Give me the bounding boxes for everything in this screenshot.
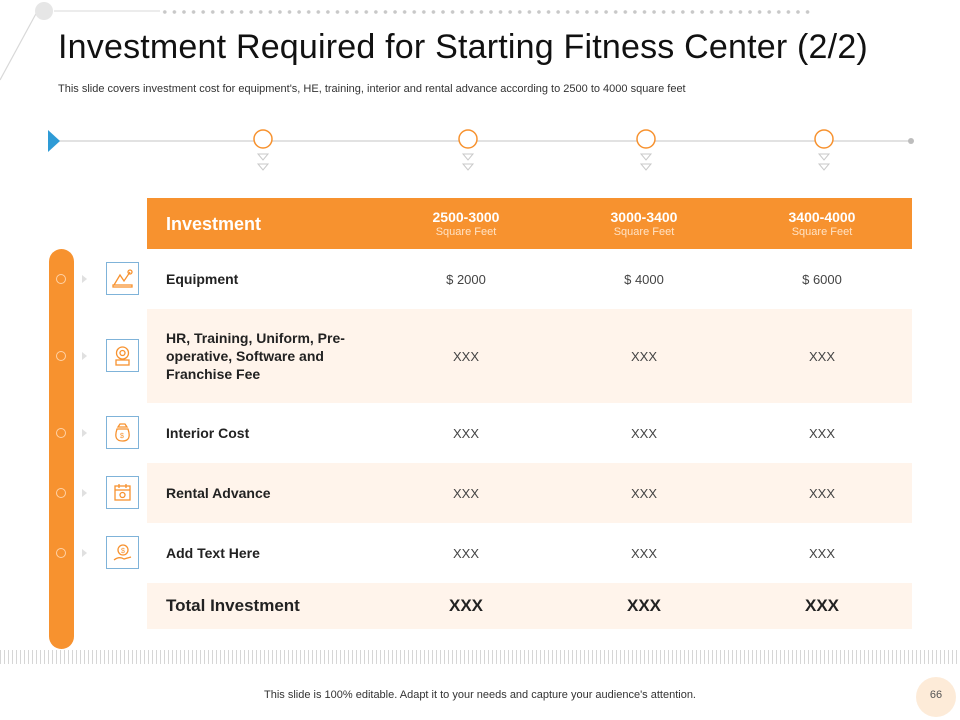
table-cell: XXX (808, 545, 835, 561)
timeline-start-arrow-icon (48, 130, 60, 152)
gear-money-icon (106, 339, 139, 372)
table-cell: XXX (452, 545, 479, 561)
timeline-node (815, 130, 833, 170)
table-cell: XXX (452, 348, 479, 364)
row-marker-arrow-icon (82, 275, 87, 283)
table-cell: XXX (630, 545, 657, 561)
header-unit: Square Feet (613, 226, 675, 238)
header-range: 3000-3400 (610, 209, 678, 225)
table-row (147, 309, 912, 403)
total-cell: XXX (626, 596, 662, 615)
total-row (147, 583, 912, 629)
row-marker-arrow-icon (82, 549, 87, 557)
coins-hand-icon (106, 536, 139, 569)
table-cell: XXX (808, 348, 835, 364)
row-marker-circle (56, 351, 66, 361)
header-column (733, 209, 911, 238)
calendar-money-icon (106, 476, 139, 509)
bottom-stripe-decoration (0, 650, 960, 664)
table-cell: XXX (630, 485, 657, 501)
row-label-line: operative, Software and (166, 348, 324, 364)
row-marker-circle (56, 488, 66, 498)
table-cell: XXX (452, 425, 479, 441)
table-cell: XXX (630, 425, 657, 441)
row-marker-circle (56, 428, 66, 438)
row-label: Add Text Here (166, 545, 260, 561)
footer-note: This slide is 100% editable. Adapt it to your needs and capture your audience's attention. (264, 689, 696, 701)
total-label: Total Investment (166, 596, 300, 615)
table-row (147, 403, 912, 463)
table-cell: $ 4000 (624, 271, 664, 287)
row-marker-arrow-icon (82, 489, 87, 497)
row-label-line: Franchise Fee (166, 366, 261, 382)
table-row (147, 523, 912, 583)
svg-text:$: $ (121, 548, 125, 555)
row-marker-arrow-icon (82, 429, 87, 437)
table-header-row (147, 198, 912, 249)
header-column (377, 209, 555, 238)
table-cell: $ 2000 (446, 271, 486, 287)
svg-text:$: $ (120, 433, 124, 440)
row-label: Equipment (166, 271, 239, 287)
table-cell: XXX (630, 348, 657, 364)
fitness-equipment-icon (106, 262, 139, 295)
dotted-divider (160, 9, 810, 15)
row-marker-arrow-icon (82, 352, 87, 360)
table-row (147, 249, 912, 309)
table-cell: $ 6000 (802, 271, 842, 287)
row-label: Interior Cost (166, 425, 250, 441)
header-unit: Square Feet (791, 226, 853, 238)
money-bag-icon (106, 416, 139, 449)
timeline-node (459, 130, 477, 170)
timeline-node (254, 130, 272, 170)
table-row (147, 463, 912, 523)
page-title: Investment Required for Starting Fitness Center (2/2) (58, 28, 868, 66)
row-label: Rental Advance (166, 485, 271, 501)
total-cell: XXX (804, 596, 840, 615)
header-unit: Square Feet (435, 226, 497, 238)
page-subtitle: This slide covers investment cost for equipment's, HE, training, interior and rental advance according to 2500 to 4000 square feet (58, 83, 686, 95)
row-marker-circle (56, 548, 66, 558)
row-label-line: HR, Training, Uniform, Pre- (166, 330, 345, 346)
sidebar-bar (49, 249, 74, 649)
row-label (147, 329, 377, 383)
timeline (0, 120, 960, 180)
table-cell: XXX (452, 485, 479, 501)
header-investment-label: Investment (166, 213, 262, 234)
timeline-node (637, 130, 655, 170)
timeline-end-dot (908, 138, 914, 144)
row-marker-circle (56, 274, 66, 284)
page-number: 66 (916, 677, 956, 717)
table-cell: XXX (808, 485, 835, 501)
total-cell: XXX (448, 596, 484, 615)
header-range: 3400-4000 (788, 209, 856, 225)
investment-table (147, 198, 912, 629)
table-cell: XXX (808, 425, 835, 441)
header-range: 2500-3000 (432, 209, 500, 225)
header-column (555, 209, 733, 238)
